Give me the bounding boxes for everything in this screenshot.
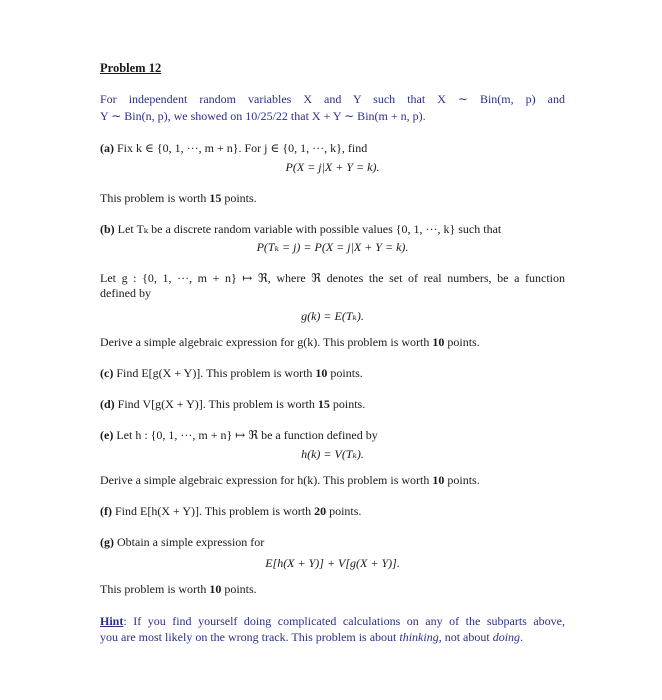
part-b-label: (b) [100,222,115,236]
part-f-prefix: Find E[h(X + Y)]. This problem is worth [115,504,315,518]
hint-line1-text: : If you find yourself doing complicated calculations on any of the subparts above, [123,614,565,628]
hint-line2-prefix: you are most likely on the wrong track. This problem is about [100,630,400,644]
part-e-derive-suffix: points. [444,473,480,487]
part-f-text [100,504,565,519]
part-g-worth [100,582,565,597]
part-c-text [100,366,565,381]
part-a-formula: P(X = j|X + Y = k). [285,160,380,174]
part-g-label: (g) [100,535,114,549]
problem-title: Problem 12 [100,61,162,75]
part-b-prompt: Let Tₖ be a discrete random variable with possible values {0, 1, ···, k} such that [117,222,502,236]
part-a-prompt: Fix k ∈ {0, 1, ···, m + n}. For j ∈ {0, 1, ···, k}, find [117,141,368,155]
part-a-label: (a) [100,141,114,155]
intro-line-1: For independent random variables X and Y such that X ∼ Bin(m, p) and [100,92,565,106]
part-e-formula: h(k) = V(Tₖ). [301,447,364,461]
part-b-derive-points: 10 [432,335,445,349]
part-c-suffix: points. [327,366,363,380]
part-f-points: 20 [314,504,327,518]
part-b-derive [100,335,565,350]
hint-label: Hint [100,614,124,628]
part-b-text2-line1: Let g : {0, 1, ···, m + n} ↦ ℜ, where ℜ denotes the set of real numbers, be a function [100,271,565,285]
part-a-worth-suffix: points. [221,191,257,205]
part-f-label: (f) [100,504,112,518]
part-g-worth-points: 10 [209,582,222,596]
part-g-formula: E[h(X + Y)] + V[g(X + Y)]. [265,556,400,570]
part-a-worth [100,191,565,206]
intro-line-2: Y ∼ Bin(n, p), we showed on 10/25/22 that X + Y ∼ Bin(m + n, p). [100,109,426,123]
part-e-derive [100,473,565,488]
part-f-suffix: points. [326,504,362,518]
hint-line2-mid: , not about [438,630,493,644]
hint-line-2 [100,630,565,645]
hint-line-1 [100,614,565,629]
part-d-points: 15 [317,397,330,411]
part-d-text [100,397,565,412]
part-d-suffix: points. [329,397,366,411]
part-g-prompt: Obtain a simple expression for [117,535,265,549]
part-b-derive-suffix: points. [444,335,480,349]
hint-doing: doing [492,630,521,644]
part-a-text [100,141,565,156]
part-g-text [100,535,565,550]
part-b-derive-prefix: Derive a simple algebraic expression for g(k). This problem is worth [100,335,433,349]
part-e-derive-prefix: Derive a simple algebraic expression for h(k). This problem is worth [100,473,433,487]
part-c-points: 10 [315,366,328,380]
part-c-prefix: Find E[g(X + Y)]. This problem is worth [116,366,316,380]
hint-thinking: thinking [399,630,439,644]
part-e-derive-points: 10 [432,473,445,487]
part-a-worth-prefix: This problem is worth [100,191,210,205]
part-g-worth-prefix: This problem is worth [100,582,210,596]
part-e-prompt: Let h : {0, 1, ···, m + n} ↦ ℜ be a function defined by [116,428,378,442]
part-c-label: (c) [100,366,114,380]
part-b-formula: P(Tₖ = j) = P(X = j|X + Y = k). [256,240,409,254]
part-a-worth-points: 15 [209,191,222,205]
part-b-text [100,222,565,237]
part-e-label: (e) [100,428,114,442]
part-e-text [100,428,565,443]
hint-line2-suffix: . [520,630,524,644]
part-d-prefix: Find V[g(X + Y)]. This problem is worth [117,397,318,411]
part-g-worth-suffix: points. [221,582,257,596]
part-d-label: (d) [100,397,115,411]
part-b-formula2: g(k) = E(Tₖ). [301,309,364,323]
part-b-text2-line2: defined by [100,286,151,300]
